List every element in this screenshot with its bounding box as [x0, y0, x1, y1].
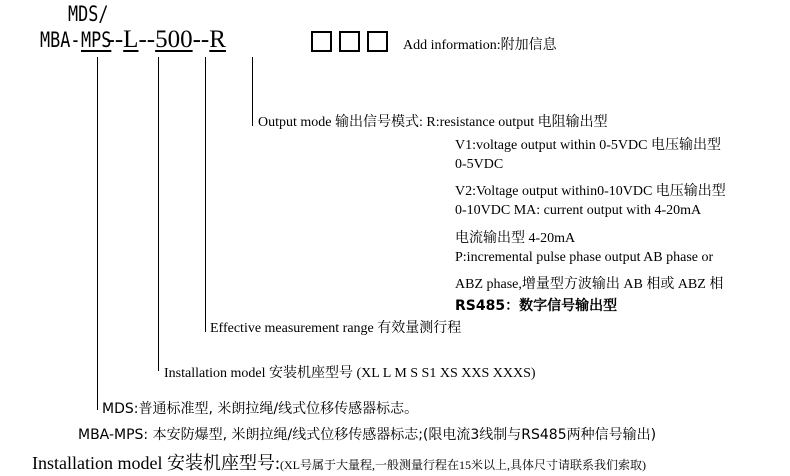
- add-info: Add information:附加信息: [403, 38, 557, 53]
- leader-line: [252, 57, 253, 126]
- option-boxes: [311, 31, 395, 52]
- l-code: L: [123, 26, 139, 53]
- mps-code: MPS: [80, 28, 111, 52]
- install-label: [32, 449, 646, 475]
- range-code: 500: [155, 26, 193, 53]
- output-mode-line: ABZ phase,增量型方波输出 AB 相或 ABZ 相: [455, 277, 724, 292]
- option-box: [367, 31, 388, 52]
- output-mode: Output mode 输出信号模式: R:resistance output 电阻输出型: [258, 115, 608, 130]
- mds-note: MDS:普通标准型, 米朗拉绳/线式位移传感器标志。: [102, 401, 419, 417]
- mba-note: MBA-MPS: 本安防爆型, 米朗拉绳/线式位移传感器标志;(限电流3线制与RS485两种信号输出): [78, 427, 657, 443]
- prefix: MBA-: [40, 28, 81, 52]
- output-mode-line: 0-10VDC MA: current output with 4-20mA: [455, 203, 702, 218]
- mds-label: MDS/: [68, 2, 109, 26]
- install-note: (XL号属于大量程,一般测量行程在15米以上,具体尺寸请联系我们索取): [279, 458, 646, 472]
- option-box: [311, 31, 332, 52]
- output-mode-line: V2:Voltage output within0-10VDC 电压输出型: [455, 184, 726, 199]
- output-mode-line: V1:voltage output within 0-5VDC 电压输出型: [455, 138, 721, 153]
- leader-line: [205, 57, 206, 332]
- output-mode-line: P:incremental pulse phase output AB phase or: [455, 250, 714, 265]
- option-box: [339, 31, 360, 52]
- sep: --: [192, 26, 210, 53]
- leader-line: [158, 57, 159, 371]
- leader-line: [97, 57, 98, 410]
- installation-model: Installation model 安装机座型号 (XL L M S S1 XS XXS XXXS): [164, 366, 536, 381]
- output-mode-line: 电流输出型 4-20mA: [455, 231, 576, 246]
- install-label-text: Installation model 安装机座型号:: [32, 453, 280, 473]
- output-mode-line: 0-5VDC: [455, 157, 504, 172]
- model-code: [40, 26, 226, 54]
- sep: --: [106, 26, 124, 53]
- mode-code: R: [209, 26, 226, 53]
- sep: --: [138, 26, 156, 53]
- effective-range: Effective measurement range 有效量测行程: [210, 321, 462, 336]
- output-mode-line: RS485：数字信号输出型: [455, 298, 618, 314]
